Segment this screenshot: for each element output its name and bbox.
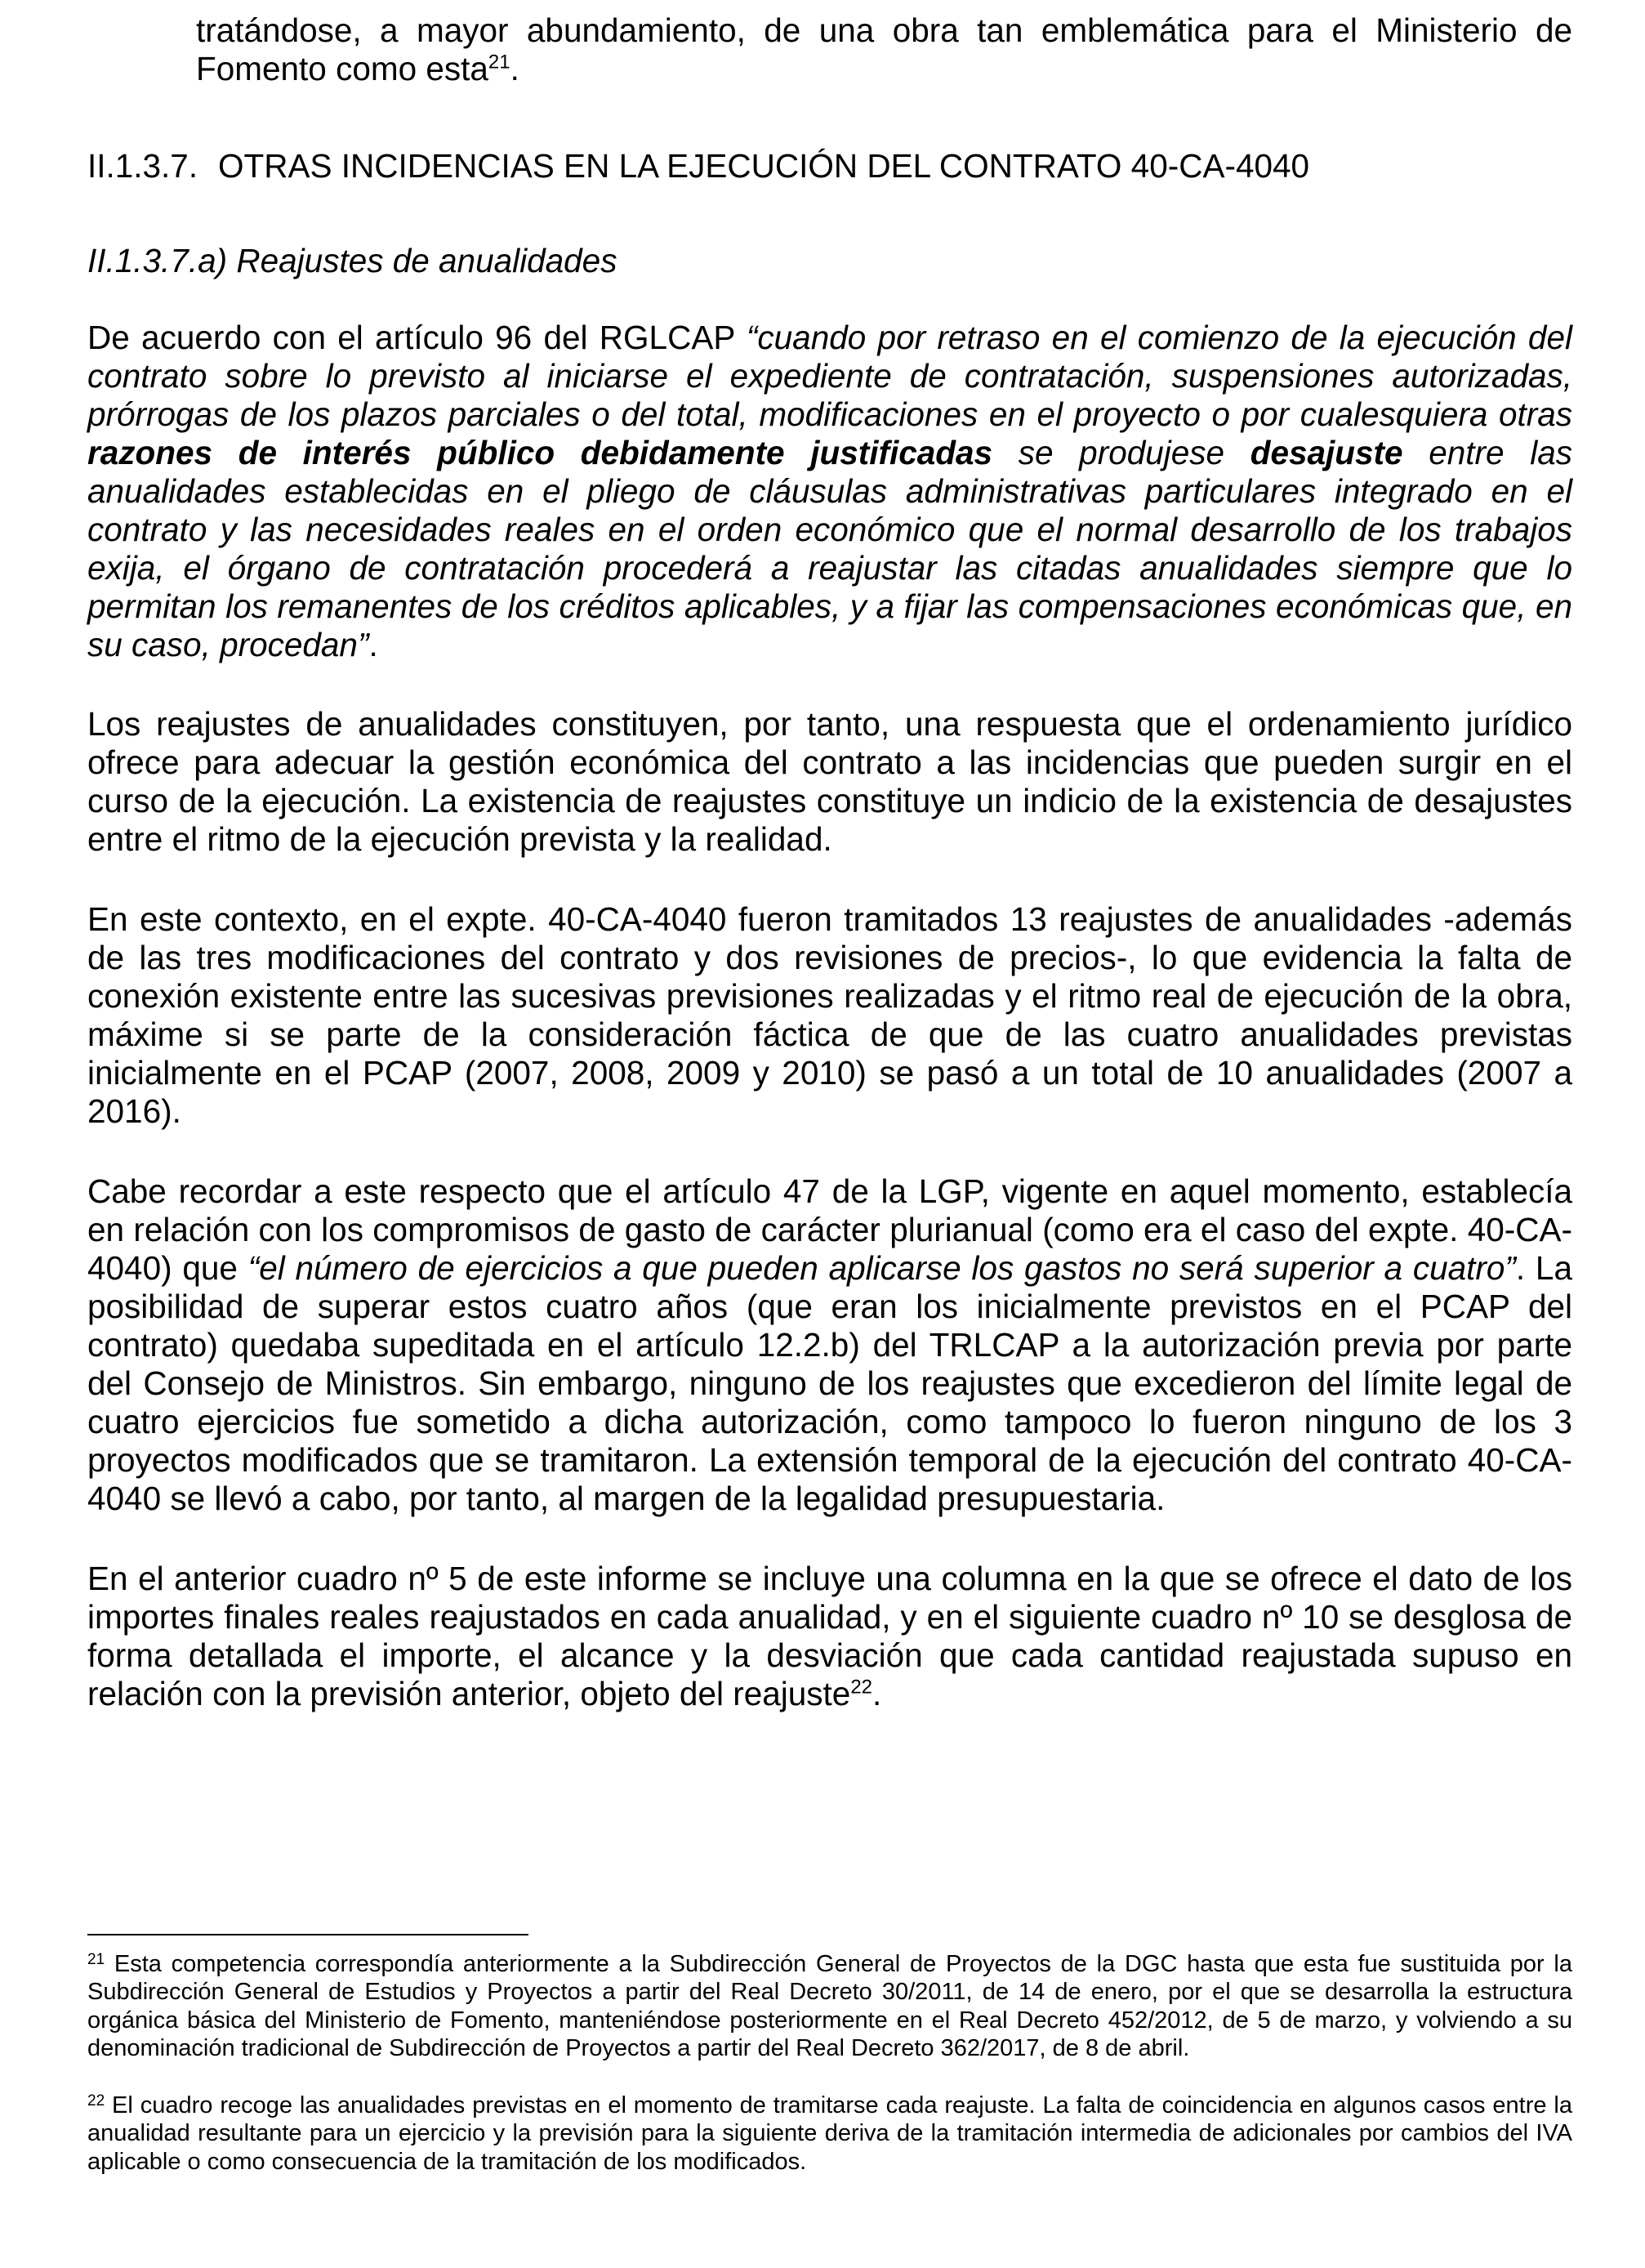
- subsection-number: II.1.3.7.a): [87, 242, 228, 279]
- emphasis-razones: razones de interés público debidamente justificadas: [87, 434, 993, 471]
- emphasis-desajuste: desajuste: [1250, 434, 1403, 471]
- subsection-title: Reajustes de anualidades: [236, 242, 617, 279]
- footnote-separator: [87, 1934, 528, 1935]
- section-number: II.1.3.7.: [87, 147, 198, 185]
- footnote-number: 22: [87, 2092, 105, 2110]
- paragraph-reajustes: Los reajustes de anualidades constituyen, por tanto, una respuesta que el ordenamiento jurídico ofrece para adecuar la gestión económica del contrato a las incidencias que pueden surgir en el curso de la ejecución. La existencia de reajustes constituye un indicio de la existencia de desajustes entre el ritmo de la ejecución prevista y la realidad.: [87, 705, 1572, 858]
- paragraph-cuadro: En el anterior cuadro nº 5 de este informe se incluye una columna en la que se ofrece el dato de los importes finales reales reajustados en cada anualidad, y en el siguiente cuadro nº 10 se desglosa de forma detallada el importe, el alcance y la desviación que cada cantidad reajustada supuso en relación con la previsión anterior, objeto del reajuste$^{22}$.: [87, 1560, 1572, 1712]
- quote-lgp: “el número de ejercicios a que pueden aplicarse los gastos no será superior a cuatro”: [247, 1249, 1516, 1287]
- intro-text: tratándose, a mayor abundamiento, de una obra tan emblemática para el Ministerio de Fomento como esta: [196, 11, 1572, 87]
- intro-paragraph: tratándose, a mayor abundamiento, de una obra tan emblemática para el Ministerio de Fomento como esta$^{21}$.: [196, 11, 1572, 87]
- quote-rglcap: “cuando por retraso en el comienzo de la ejecución del contrato sobre lo previsto al iniciarse el expediente de contratación, suspensiones autorizadas, prórrogas de los plazos parciales o del total, modificaciones en el proyecto o por cualesquiera otras: [87, 319, 1572, 433]
- footnote-ref-22[interactable]: 22: [850, 1676, 873, 1699]
- footnote-22: $^{22}$ El cuadro recoge las anualidades previstas en el momento de tramitarse cada reajuste. La falta de coincidencia en algunos casos entre la anualidad resultante para un ejercicio y la previsión para la siguiente deriva de la tramitación intermedia de adicionales por cambios del IVA aplicable o como consecuencia de la tramitación de los modificados.: [87, 2092, 1572, 2175]
- subsection-heading: [87, 242, 617, 280]
- paragraph-lgp: Cabe recordar a este respecto que el artículo 47 de la LGP, vigente en aquel momento, establecía en relación con los compromisos de gasto de carácter plurianual (como era el caso del expte. 40-CA-4040) que “el número de ejercicios a que pueden aplicarse los gastos no será superior a cuatro”. La posibilidad de superar estos cuatro años (que eran los inicialmente previstos en el PCAP del contrato) quedaba supeditada en el artículo 12.2.b) del TRLCAP a la autorización previa por parte del Consejo de Ministros. Sin embargo, ninguno de los reajustes que excedieron del límite legal de cuatro ejercicios fue sometido a dicha autorización, como tampoco lo fueron ninguno de los 3 proyectos modificados que se tramitaron. La extensión temporal de la ejecución del contrato 40-CA-4040 se llevó a cabo, por tanto, al margen de la legalidad presupuestaria.: [87, 1172, 1572, 1517]
- footnote-ref-21[interactable]: 21: [488, 51, 510, 74]
- paragraph-contexto: En este contexto, en el expte. 40-CA-4040 fueron tramitados 13 reajustes de anualidades -además de las tres modificaciones del contrato y dos revisiones de precios-, lo que evidencia la falta de conexión existente entre las sucesivas previsiones realizadas y el ritmo real de ejecución de la obra, máxime si se parte de la consideración fáctica de que de las cuatro anualidades previstas inicialmente en el PCAP (2007, 2008, 2009 y 2010) se pasó a un total de 10 anualidades (2007 a 2016).: [87, 900, 1572, 1130]
- section-title: OTRAS INCIDENCIAS EN LA EJECUCIÓN DEL CONTRATO 40-CA-4040: [218, 147, 1310, 185]
- paragraph-rglcap: De acuerdo con el artículo 96 del RGLCAP “cuando por retraso en el comienzo de la ejecución del contrato sobre lo previsto al iniciarse el expediente de contratación, suspensiones autorizadas, prórrogas de los plazos parciales o del total, modificaciones en el proyecto o por cualesquiera otras razones de interés público debidamente justificadas se produjese desajuste entre las anualidades establecidas en el pliego de cláusulas administrativas particulares integrado en el contrato y las necesidades reales en el orden económico que el normal desarrollo de los trabajos exija, el órgano de contratación procederá a reajustar las citadas anualidades siempre que lo permitan los remanentes de los créditos aplicables, y a fijar las compensaciones económicas que, en su caso, procedan”.: [87, 319, 1572, 663]
- section-heading: [87, 147, 1309, 185]
- footnote-21: $^{21}$ Esta competencia correspondía anteriormente a la Subdirección General de Proyectos de la DGC hasta que esta fue sustituida por la Subdirección General de Estudios y Proyectos a partir del Real Decreto 30/2011, de 14 de enero, por el que se desarrolla la estructura orgánica básica del Ministerio de Fomento, manteniéndose posteriormente en el Real Decreto 452/2012, de 5 de marzo, y volviendo a su denominación tradicional de Subdirección de Proyectos a partir del Real Decreto 362/2017, de 8 de abril.: [87, 1951, 1572, 2062]
- footnote-number: 21: [87, 1951, 105, 1968]
